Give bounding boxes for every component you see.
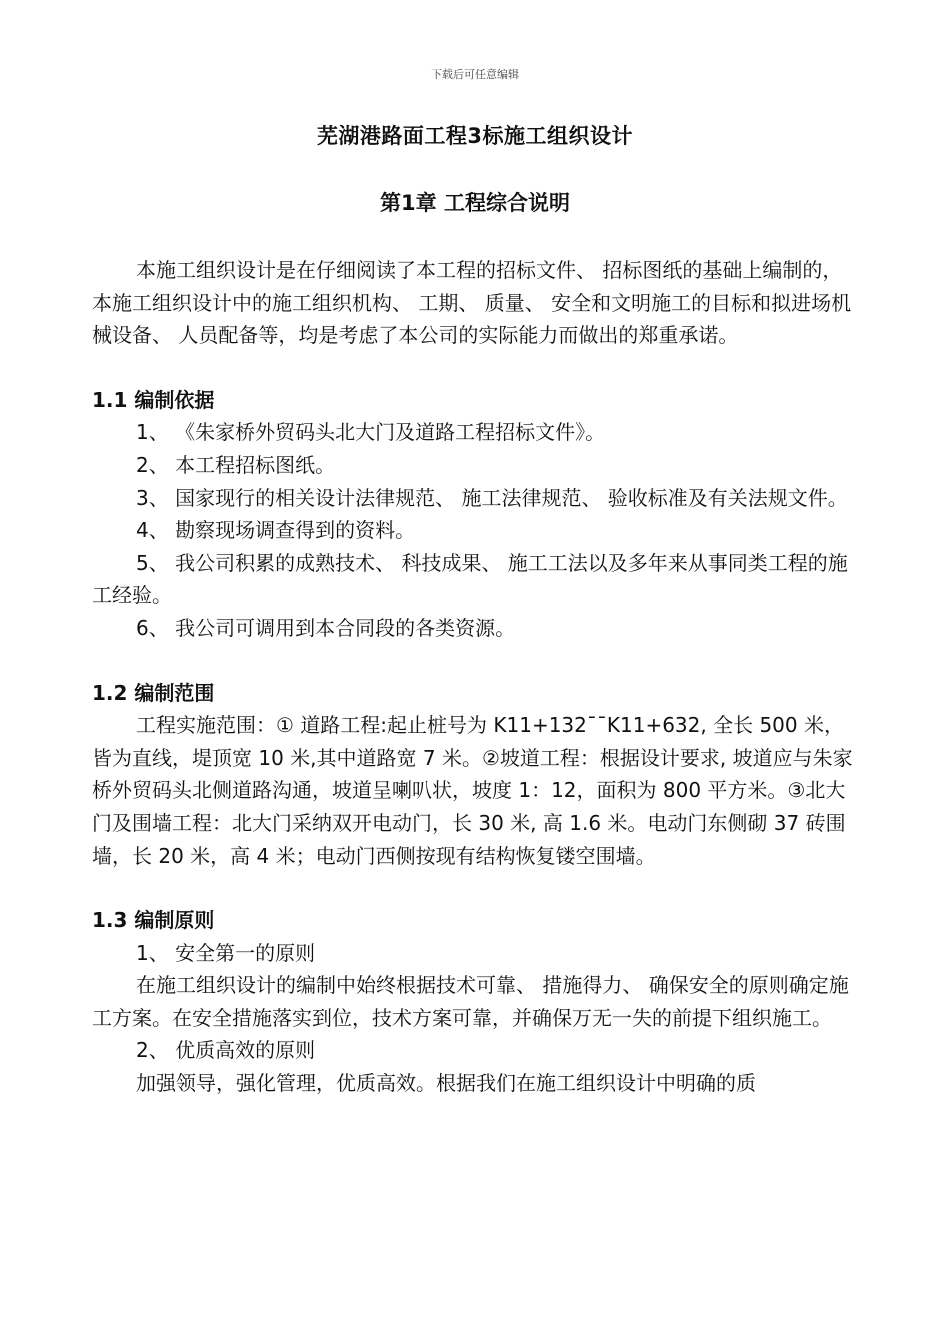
chapter-title: 第1章 工程综合说明 (380, 191, 570, 215)
intro-paragraph: 本施工组织设计是在仔细阅读了本工程的招标文件、 招标图纸的基础上编制的，本施工组织设计中的施工组织机构、 工期、 质量、 安全和文明施工的目标和拟进场机械设备、 人员配备等，均是考虑了本公司的实际能力而做出的郑重承诺。 (92, 258, 852, 348)
list-item: 1、 安全第一的原则 (136, 940, 316, 965)
list-item: 2、 优质高效的原则 (136, 1038, 316, 1063)
section-heading-principles: 1.3 编制原则 (92, 908, 215, 933)
document-body (92, 254, 862, 1100)
list-item: 2、 本工程招标图纸。 (136, 452, 336, 477)
document-title: 芜湖港路面工程3标施工组织设计 (316, 124, 634, 148)
watermark-text: 下载后可任意编辑 (431, 68, 519, 81)
list-item: 1、 《朱家桥外贸码头北大门及道路工程招标文件》。 (136, 420, 606, 445)
section-heading-basis: 1.1 编制依据 (92, 387, 215, 412)
scope-paragraph: 工程实施范围：① 道路工程:起止桩号为 K11+132¯¯K11+632, 全长 500 米，皆为直线，堤顶宽 10 米,其中道路宽 7 米。②坡道工程：根据设计要求, 坡道应与朱家桥外贸码头北侧道路沟通，坡道呈喇叭状，坡度 1：12，面积为 800 平方米。③北大门及围墙工程：北大门采纳双开电动门，长 30 米, 高 1.6 米。电动门东侧砌 37 砖围墙，长 20 米，高 4 米；电动门西侧按现有结构恢复镂空围墙。 (92, 713, 853, 868)
list-item: 5、 我公司积累的成熟技术、 科技成果、 施工工法以及多年来从事同类工程的施工经验。 (92, 550, 848, 608)
list-item: 4、 勘察现场调查得到的资料。 (136, 518, 416, 543)
principle-paragraph: 在施工组织设计的编制中始终根据技术可靠、 措施得力、 确保安全的原则确定施工方案。在安全措施落实到位，技术方案可靠，并确保万无一失的前提下组织施工。 (92, 973, 849, 1030)
principle-paragraph: 加强领导，强化管理，优质高效。根据我们在施工组织设计中明确的质 (136, 1071, 756, 1096)
list-item: 3、 国家现行的相关设计法律规范、 施工法律规范、 验收标准及有关法规文件。 (136, 485, 848, 510)
list-item: 6、 我公司可调用到本合同段的各类资源。 (136, 615, 516, 640)
section-heading-scope: 1.2 编制范围 (92, 680, 215, 705)
